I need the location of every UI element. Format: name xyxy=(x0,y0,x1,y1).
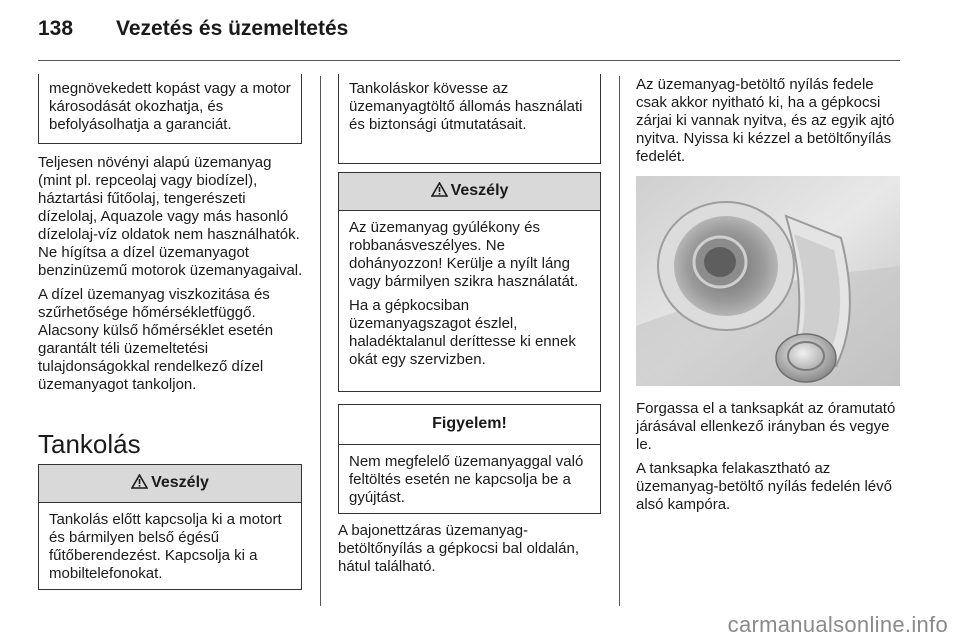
danger-box-body xyxy=(339,211,600,377)
continued-warning-text: megnövekedett kopást vagy a motor károsodását okozhatja, és befolyásolhatja a garanciát. xyxy=(49,80,291,133)
fuel-smell-warning-text: Ha a gépkocsiban üzemanyagszagot észlel, haladéktalanul deríttesse ki ennek okát egy szervizben. xyxy=(349,297,576,368)
warning-triangle-icon xyxy=(131,467,148,503)
continued-warning-box-col2 xyxy=(338,74,601,164)
section-heading-refuelling: Tankolás xyxy=(38,429,141,459)
hang-cap-paragraph: A tanksapka felakasztható az üzemanyag-betöltő nyílás fedelén lévő alsó kampóra. xyxy=(636,460,892,513)
filler-flap-paragraph: Az üzemanyag-betöltő nyílás fedele csak akkor nyitható ki, ha a gépkocsi zárjai ki vannak nyitva, és az egyik ajtó nyitva. Nyissa ki kézzel a betöltőnyílás fedelét. xyxy=(636,76,895,165)
page-number: 138 xyxy=(38,17,74,40)
danger-box-header xyxy=(339,173,600,211)
col1-body xyxy=(38,154,306,400)
danger-box-title: Veszély xyxy=(151,474,209,491)
danger-box-flammable xyxy=(338,172,601,392)
fuel-types-paragraph: Teljesen növényi alapú üzemanyag (mint pl. repceolaj vagy biodízel), háztartási fűtőolaj, tengerészeti dízelolaj, Aquazole vagy más hasonló dízelolaj-víz oldatok nem használhatók. Ne hígítsa a dízel üzemanyagot benzinüzemű motorok üzemanyagaival. xyxy=(38,154,303,279)
warning-triangle-icon xyxy=(431,175,448,211)
danger-box-text: Tankolás előtt kapcsolja ki a motort és bármilyen belső égésű fűtőberendezést. Kapcsolja ki a mobiltelefonokat. xyxy=(49,511,282,582)
flammable-warning-text: Az üzemanyag gyúlékony és robbanásveszélyes. Ne dohányozzon! Kerülje a nyílt láng vagy bármilyen szikra használatát. xyxy=(349,219,579,290)
watermark: carmanualsonline.info xyxy=(727,612,948,637)
notice-box-title: Figyelem! xyxy=(339,405,600,445)
danger-box-refuelling xyxy=(38,464,302,590)
fuel-filler-photo xyxy=(636,176,900,386)
column-divider-1 xyxy=(320,76,321,606)
danger-box-title: Veszély xyxy=(450,182,509,199)
notice-box-text: Nem megfelelő üzemanyaggal való feltöltés esetén ne kapcsolja be a gyújtást. xyxy=(349,453,584,506)
station-instructions-text: Tankoláskor kövesse az üzemanyagtöltő állomás használati és biztonsági útmutatásait. xyxy=(349,80,583,133)
page-title: Vezetés és üzemeltetés xyxy=(116,17,349,40)
header-rule xyxy=(38,60,900,61)
notice-box xyxy=(338,404,601,514)
filler-location-paragraph: A bajonettzáras üzemanyag-betöltőnyílás a gépkocsi bal oldalán, hátul található. xyxy=(338,522,579,575)
danger-box-header xyxy=(39,465,301,503)
column-divider-2 xyxy=(619,76,620,606)
continued-warning-box-col1 xyxy=(38,74,302,144)
col3-instructions xyxy=(636,400,904,520)
diesel-viscosity-paragraph: A dízel üzemanyag viszkozitása és szűrhetősége hőmérsékletfüggő. Alacsony külső hőmérséklet esetén garantált téli üzemeltetési tulajdonságokkal rendelkező dízel üzemanyagot tankoljon. xyxy=(38,286,274,393)
remove-cap-paragraph: Forgassa el a tanksapkát az óramutató járásával ellenkező irányban és vegye le. xyxy=(636,400,896,453)
fuel-filler-illustration xyxy=(636,176,900,386)
